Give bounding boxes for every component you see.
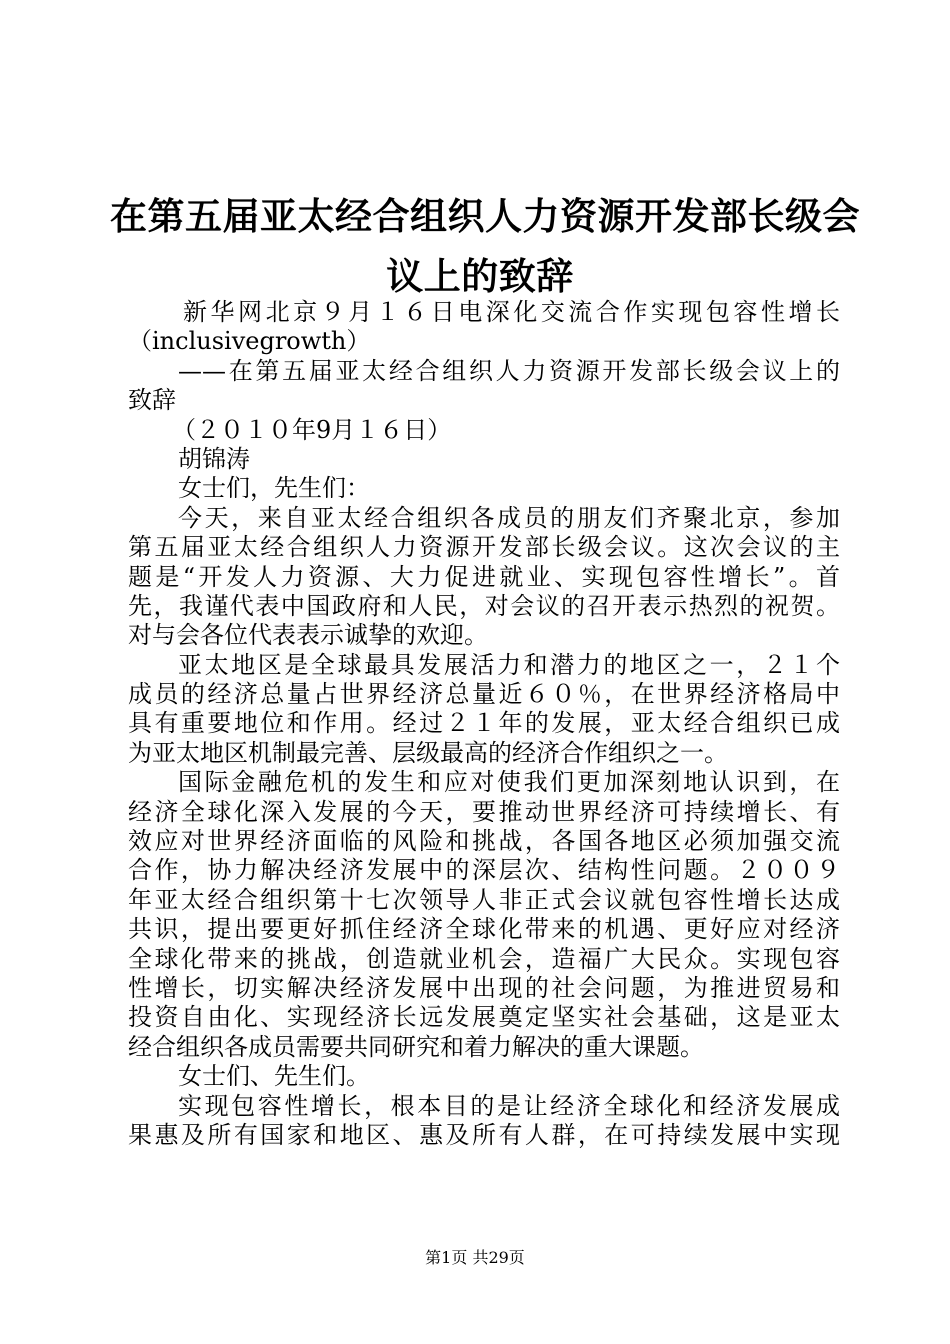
text-line: 先，我谨代表中国政府和人民，对会议的召开表示热烈的祝贺。 bbox=[128, 591, 840, 620]
text-line: 为亚太地区机制最完善、层级最高的经济合作组织之一。 bbox=[128, 738, 728, 767]
text-line: 实现包容性增长，根本目的是让经济全球化和经济发展成 bbox=[178, 1091, 840, 1120]
text-line: 合作，协力解决经济发展中的深层次、结构性问题。２００９ bbox=[128, 856, 840, 885]
text-line: 女士们、先生们。 bbox=[178, 1062, 370, 1091]
text-line: 致辞 bbox=[128, 386, 176, 415]
text-line: 年亚太经合组织第十七次领导人非正式会议就包容性增长达成 bbox=[128, 885, 840, 914]
text-line: 第五届亚太经合组织人力资源开发部长级会议。这次会议的主 bbox=[128, 533, 840, 562]
text-line: 全球化带来的挑战，创造就业机会，造福广大民众。实现包容 bbox=[128, 944, 840, 973]
text-line: 共识，提出要更好抓住经济全球化带来的机遇、更好应对经济 bbox=[128, 915, 840, 944]
text-line: 对与会各位代表表示诚挚的欢迎。 bbox=[128, 621, 488, 650]
text-line: 投资自由化、实现经济长远发展奠定坚实社会基础，这是亚太 bbox=[128, 1003, 840, 1032]
text-line: 经合组织各成员需要共同研究和着力解决的重大课题。 bbox=[128, 1032, 704, 1061]
document-title-line-1: 在第五届亚太经合组织人力资源开发部长级会 bbox=[110, 194, 860, 238]
text-line: （inclusivegrowth） bbox=[128, 327, 371, 356]
text-line: 新华网北京９月１６日电深化交流合作实现包容性增长 bbox=[183, 298, 840, 326]
text-line: 胡锦涛 bbox=[178, 444, 250, 473]
page-number-footer: 第1页 共29页 bbox=[425, 1248, 525, 1267]
text-line: 效应对世界经济面临的风险和挑战，各国各地区必须加强交流 bbox=[128, 827, 840, 856]
text-line: 题是“开发人力资源、大力促进就业、实现包容性增长”。首 bbox=[128, 562, 840, 591]
text-line: 成员的经济总量占世界经济总量近６０％，在世界经济格局中 bbox=[128, 680, 840, 709]
text-line: （２０１０年9月１６日） bbox=[172, 415, 452, 444]
text-line: 果惠及所有国家和地区、惠及所有人群，在可持续发展中实现 bbox=[128, 1120, 840, 1149]
text-line: 亚太地区是全球最具发展活力和潜力的地区之一，２１个 bbox=[178, 650, 840, 679]
document-title-line-2: 议上的致辞 bbox=[386, 254, 574, 298]
text-line: 国际金融危机的发生和应对使我们更加深刻地认识到，在 bbox=[178, 768, 840, 797]
text-line: 经济全球化深入发展的今天，要推动世界经济可持续增长、有 bbox=[128, 797, 840, 826]
text-line: 今天，来自亚太经合组织各成员的朋友们齐聚北京，参加 bbox=[178, 503, 840, 532]
text-line: 女士们，先生们： bbox=[178, 474, 370, 503]
text-line: 具有重要地位和作用。经过２１年的发展，亚太经合组织已成 bbox=[128, 709, 840, 738]
text-line: 性增长，切实解决经济发展中出现的社会问题，为推进贸易和 bbox=[128, 973, 840, 1002]
text-line: ——在第五届亚太经合组织人力资源开发部长级会议上的 bbox=[178, 356, 840, 385]
document-body bbox=[128, 298, 840, 1150]
